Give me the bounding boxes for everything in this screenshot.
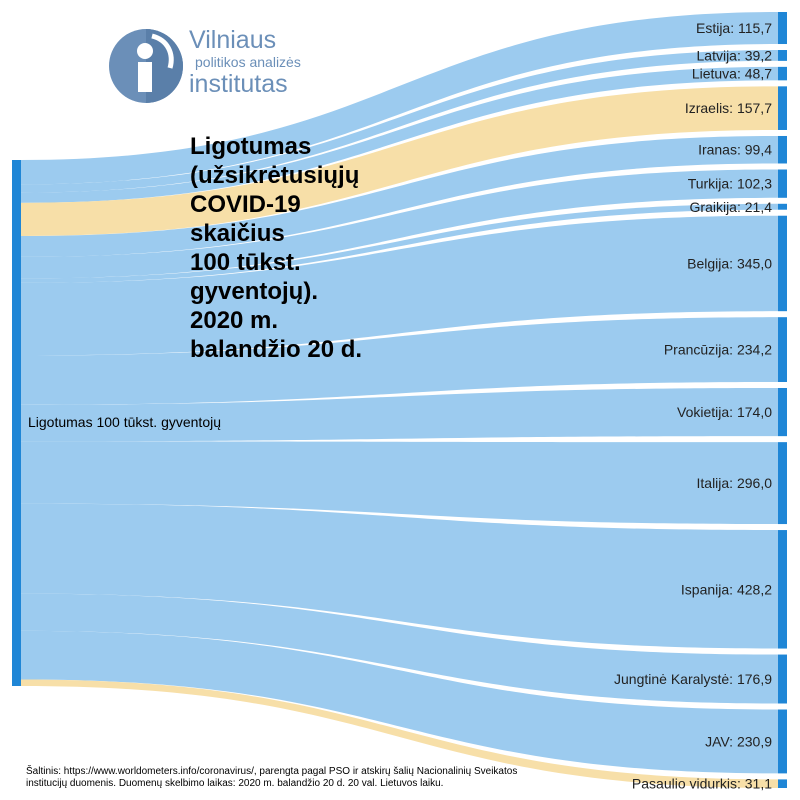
target-node-13: [778, 709, 787, 773]
institute-logo: [108, 26, 338, 106]
source-node-label: Ligotumas 100 tūkst. gyventojų: [28, 414, 222, 430]
logo-line-2: politikos analizės: [195, 54, 301, 70]
target-label-9: Vokietija: 174,0: [677, 404, 772, 421]
target-node-10: [778, 442, 787, 524]
target-node-0: [778, 12, 787, 44]
target-node-8: [778, 317, 787, 382]
target-node-3: [778, 86, 787, 130]
target-label-3: Izraelis: 157,7: [684, 100, 772, 117]
target-node-11: [778, 530, 787, 648]
target-label-7: Belgija: 345,0: [687, 255, 772, 272]
target-node-1: [778, 50, 787, 61]
target-node-6: [778, 204, 787, 210]
target-node-12: [778, 655, 787, 704]
target-node-2: [778, 67, 787, 80]
target-label-10: Italija: 296,0: [696, 475, 772, 492]
chart-title: Ligotumas (užsikrėtusiųjų COVID-19 skaičius 100 tūkst. gyventojų). 2020 m. balandžio 20 d.: [190, 133, 363, 363]
logo-line-1: Vilniaus: [189, 26, 277, 54]
target-node-5: [778, 169, 787, 197]
source-node: [12, 160, 21, 686]
target-node-14: [778, 779, 787, 788]
target-label-13: JAV: 230,9: [705, 733, 772, 750]
target-label-1: Latvija: 39,2: [696, 47, 772, 64]
target-label-0: Estija: 115,7: [695, 20, 772, 37]
target-label-6: Graikija: 21,4: [689, 198, 772, 215]
target-node-9: [778, 388, 787, 436]
target-node-7: [778, 216, 787, 311]
target-label-11: Ispanija: 428,2: [680, 581, 772, 598]
target-label-4: Iranas: 99,4: [698, 141, 772, 158]
logo-text: [189, 26, 301, 98]
target-node-4: [778, 136, 787, 164]
logo-line-3: institutas: [189, 70, 288, 98]
target-label-2: Lietuva: 48,7: [691, 65, 772, 82]
target-label-5: Turkija: 102,3: [687, 175, 772, 192]
target-label-14: Pasaulio vidurkis: 31,1: [631, 775, 772, 792]
vilnius-institute-logo-icon: [108, 28, 184, 104]
target-label-12: Jungtinė Karalystė: 176,9: [614, 671, 772, 688]
target-label-8: Prancūzija: 234,2: [663, 341, 772, 358]
source-footnote: Šaltinis: https://www.worldometers.info/coronavirus/, parengta pagal PSO ir atskirų šalių Nacionalinių Sveikatos institucijų duomenis. Duomenų skelbimo laikas: 2020 m. balandžio 20 d. 20 val. Lietuvos laiku.: [26, 766, 518, 789]
